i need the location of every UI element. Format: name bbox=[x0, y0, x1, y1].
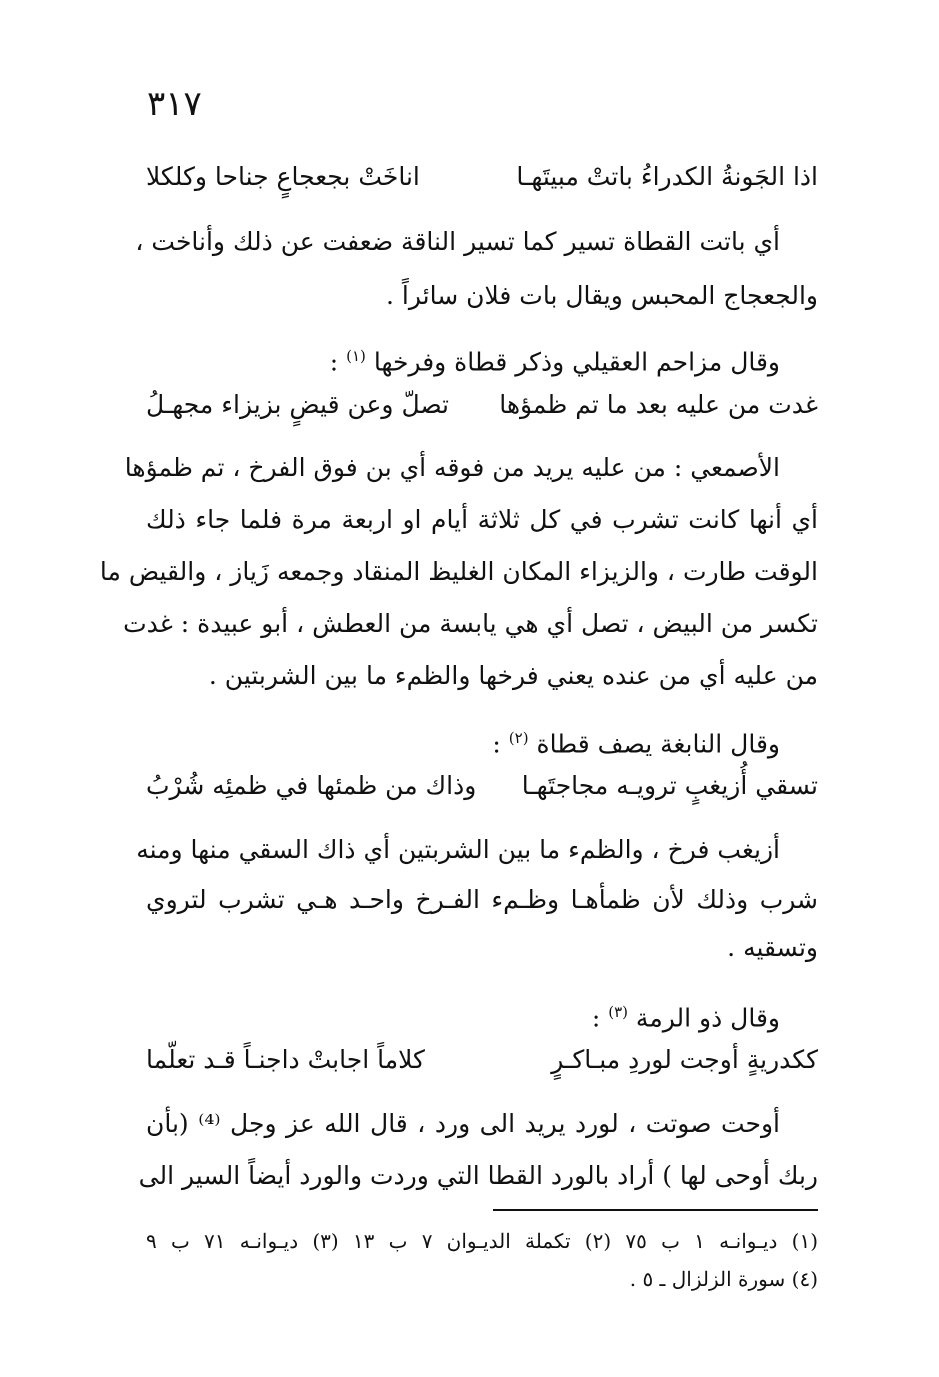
verse-hemistich-left: تصلّ وعن قيضٍ بزيزاء مجهـلُ bbox=[146, 390, 450, 419]
prose-line: أزيغب فرخ ، والظمء ما بين الشربتين أي ذاك السقي منها ومنه bbox=[136, 835, 780, 864]
prose-line: تكسر من البيض ، تصل أي هي يابسة من العطش ، أبو عبيدة : غدت bbox=[123, 609, 818, 638]
prose-line: الأصمعي : من عليه يريد من فوقه أي بن فوق الفرخ ، تم ظمؤها bbox=[124, 453, 780, 482]
prose-line: والجعجاج المحبس ويقال بات فلان سائراً . bbox=[386, 281, 818, 310]
verse-line bbox=[146, 157, 818, 197]
verse-hemistich-right: اذا الجَونةُ الكدراءُ باتتْ مبيتَهـا bbox=[516, 162, 818, 191]
footnote-line: (١) ديـوانـه ١ ب ٧٥ (٢) تكملة الديـوان ٧ ب ١٣ (٣) ديـوانـه ٧١ ب ٩ bbox=[146, 1229, 819, 1253]
poem-intro-line: وقال النابغة يصف قطاة $^{(٢)}$ : bbox=[492, 729, 780, 759]
verse-hemistich-right: غدت من عليه بعد ما تم ظمؤها bbox=[499, 390, 818, 419]
prose-line: من عليه أي من عنده يعني فرخها والظمء ما بين الشربتين . bbox=[208, 661, 818, 690]
prose-line: شرب وذلك لأن ظمأهـا وظـمء الفـرخ واحـد هـي تشرب لتروي bbox=[146, 885, 818, 914]
poem-intro-line: وقال ذو الرمة $^{(٣)}$ : bbox=[591, 1003, 780, 1033]
poem-intro-line: وقال مزاحم العقيلي وذكر قطاة وفرخها $^{(١)}$ : bbox=[329, 347, 780, 377]
verse-hemistich-left: وذاك من ظمئها في ظمئِه شُرْبُ bbox=[146, 771, 477, 800]
page-number: ٣١٧ bbox=[147, 84, 202, 124]
verse-hemistich-left: اناخَتْ بجعجاعٍ جناحا وكلكلا bbox=[146, 162, 420, 191]
verse-hemistich-right: تسقي أُزيغبٍ ترويـه مجاجتَهـا bbox=[521, 771, 818, 800]
prose-line: أوحت صوتت ، لورد يريد الى ورد ، قال الله عز وجل ⁽⁴⁾ (بأن bbox=[146, 1109, 780, 1138]
prose-line: أي أنها كانت تشرب في كل ثلاثة أيام او اربعة مرة فلما جاء ذلك bbox=[146, 505, 818, 534]
verse-line bbox=[146, 766, 818, 806]
verse-line bbox=[146, 385, 818, 425]
footnote-marker: (٣) bbox=[608, 1003, 628, 1021]
footnote-line: (٤) سورة الزلزال ـ ٥ . bbox=[629, 1267, 818, 1291]
footnote-marker: (٢) bbox=[508, 729, 529, 747]
footnote-marker: (١) bbox=[346, 347, 366, 365]
footnote-divider bbox=[493, 1209, 818, 1211]
prose-line: وتسقيه . bbox=[727, 933, 818, 962]
verse-hemistich-left: كلاماً اجابتْ داجنـاً قـد تعلّما bbox=[146, 1045, 425, 1074]
verse-hemistich-right: ككدريةٍ أوجت لوردِ مبـاكـرٍ bbox=[551, 1045, 818, 1074]
prose-line: ربك أوحى لها ) أراد بالورد القطا التي وردت والورد أيضاً السير الى bbox=[138, 1161, 818, 1190]
prose-line: أي باتت القطاة تسير كما تسير الناقة ضعفت عن ذلك وأناخت ، bbox=[135, 227, 780, 256]
verse-line bbox=[146, 1040, 818, 1080]
prose-line: الوقت طارت ، والزيزاء المكان الغليظ المنقاد وجمعه زَياز ، والقيض ما bbox=[99, 557, 818, 586]
